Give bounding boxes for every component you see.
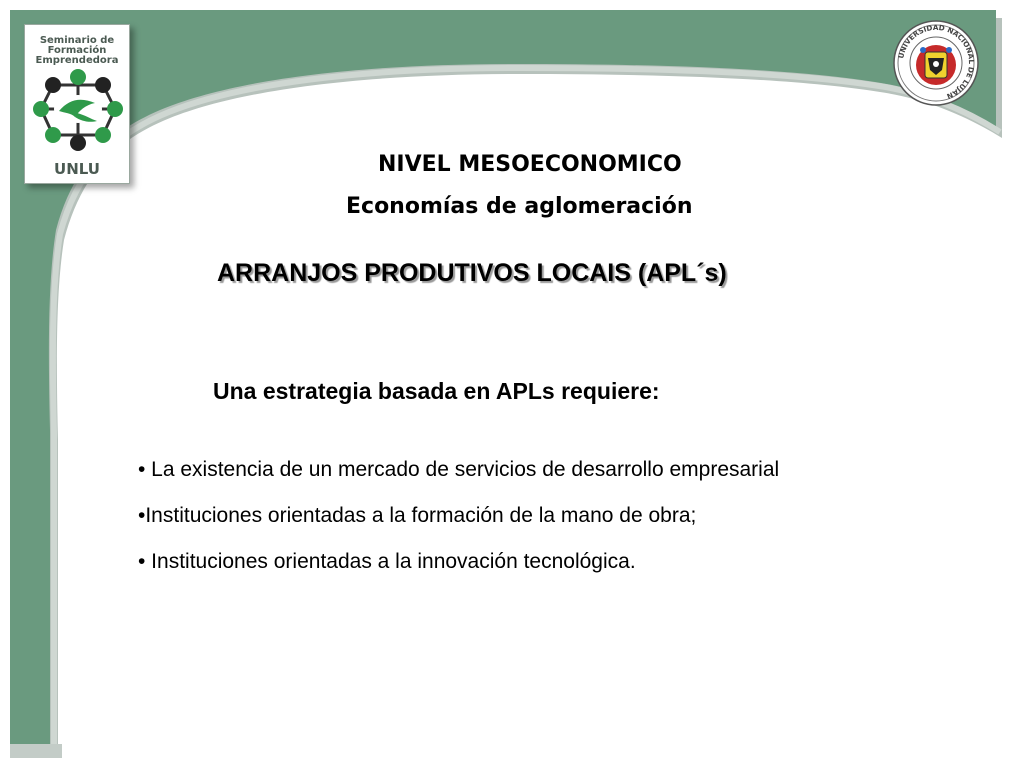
- bullet-item: • Instituciones orientadas a la innovación tecnológica.: [138, 550, 636, 573]
- universidad-seal: [893, 20, 979, 106]
- bullet-item: •Instituciones orientadas a la formación de la mano de obra;: [138, 504, 697, 527]
- title-line-1: NIVEL MESOECONOMICO: [378, 152, 682, 177]
- logo-line-2: Formación: [47, 45, 107, 56]
- logo-line-1: Seminario de: [39, 35, 115, 46]
- subheading: Una estrategia basada en APLs requiere:: [213, 378, 660, 404]
- svg-text:UNIVERSIDAD NACIONAL DE LUJAN: UNIVERSIDAD NACIONAL DE LUJAN: [896, 22, 977, 101]
- logo-line-3: Emprendedora: [35, 55, 119, 66]
- logo-unlu-text: UNLU: [54, 160, 100, 178]
- seminario-logo: [24, 24, 130, 184]
- title-line-3: ARRANJOS PRODUTIVOS LOCAIS (APL´s): [217, 259, 727, 287]
- title-line-2: Economías de aglomeración: [346, 194, 693, 219]
- bullet-item: • La existencia de un mercado de servicios de desarrollo empresarial: [138, 458, 780, 481]
- frame-bottom-shadow: [10, 744, 62, 758]
